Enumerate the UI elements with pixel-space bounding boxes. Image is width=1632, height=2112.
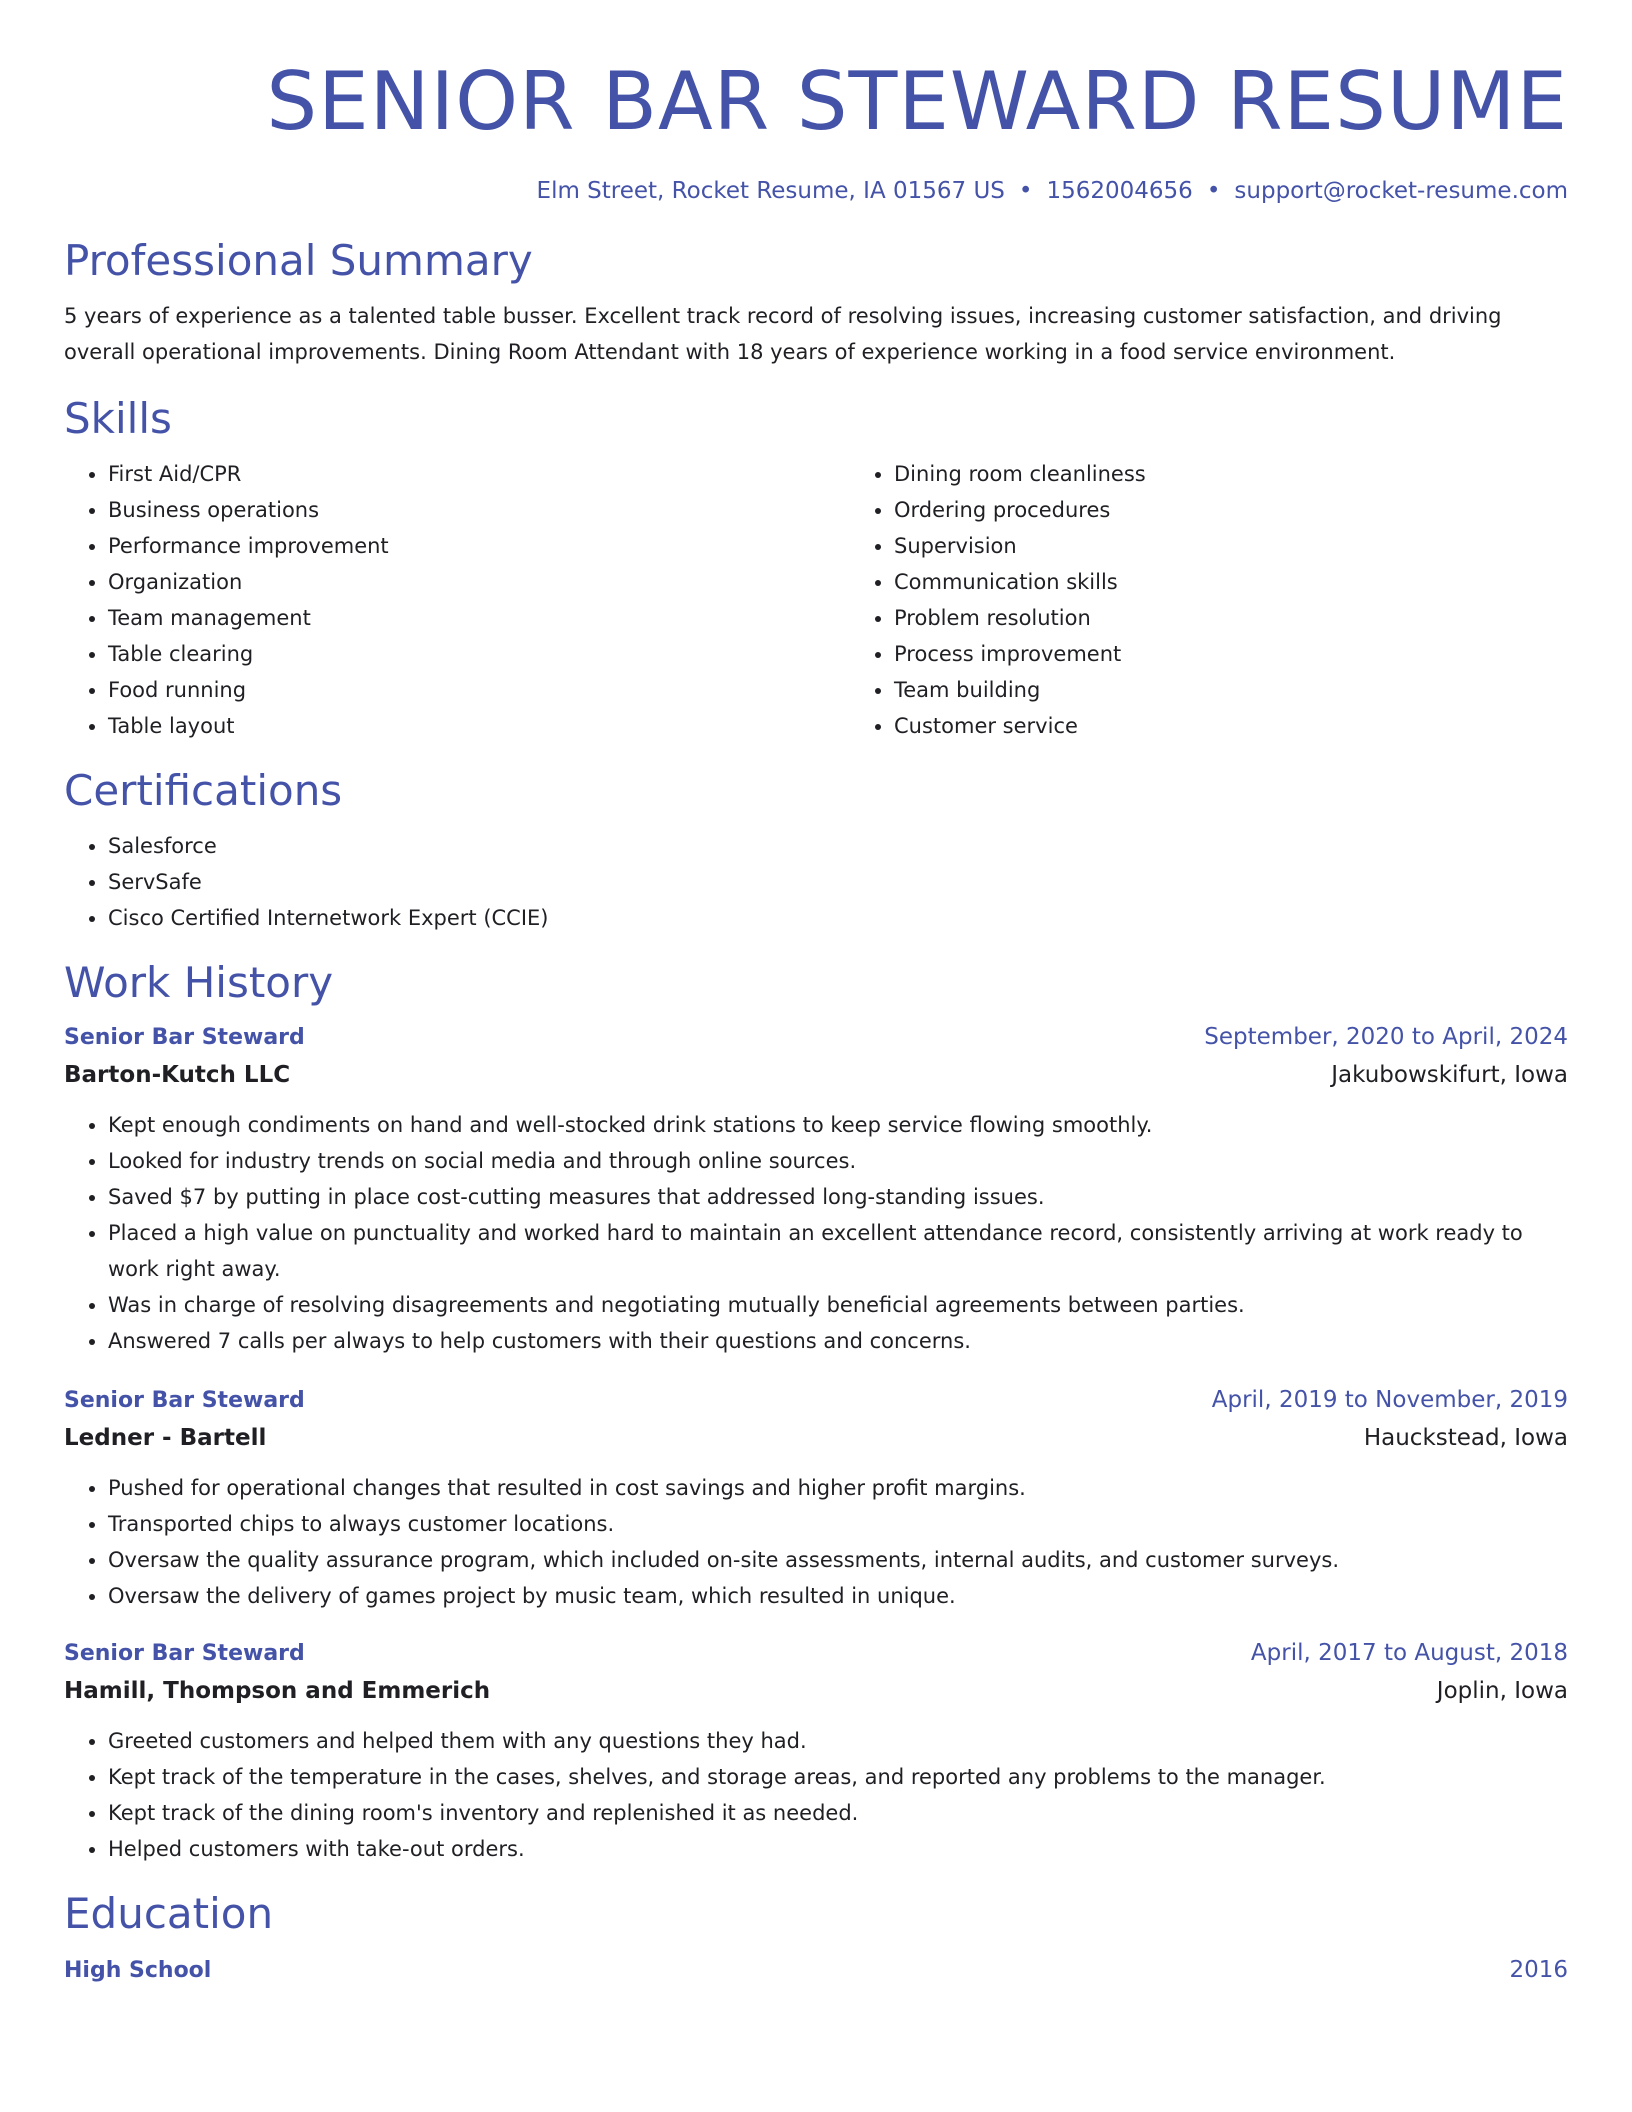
job-bullet: • Kept track of the dining room's inventory and replenished it as needed. bbox=[108, 1795, 1568, 1831]
contact-line bbox=[64, 176, 1568, 206]
skill-item: • Food running bbox=[108, 672, 850, 708]
job-bullet: • Looked for industry trends on social media and through online sources. bbox=[108, 1143, 1568, 1179]
job-bullet: • Transported chips to always customer locations. bbox=[108, 1506, 1568, 1542]
job-bullets bbox=[64, 1107, 1568, 1359]
skill-item: • Team building bbox=[894, 672, 1632, 708]
summary-heading: Professional Summary bbox=[64, 236, 533, 285]
job-bullet: • Oversaw the delivery of games project by music team, which resulted in unique. bbox=[108, 1578, 1568, 1614]
skill-item: • Process improvement bbox=[894, 636, 1632, 672]
job-bullet: • Helped customers with take-out orders. bbox=[108, 1831, 1568, 1867]
job-title: Senior Bar Steward bbox=[64, 1025, 305, 1050]
job-bullet: • Was in charge of resolving disagreements and negotiating mutually beneficial agreements between parties. bbox=[108, 1287, 1568, 1323]
job-entry bbox=[64, 1020, 1568, 1359]
education-heading: Education bbox=[64, 1889, 274, 1938]
skill-item: • Table clearing bbox=[108, 636, 850, 672]
contact-separator: • bbox=[1018, 178, 1033, 204]
job-bullet: • Oversaw the quality assurance program, which included on-site assessments, internal audits, and customer surveys. bbox=[108, 1542, 1568, 1578]
job-header bbox=[64, 1383, 1568, 1418]
job-location: Joplin, Iowa bbox=[1436, 1678, 1568, 1704]
resume-page bbox=[64, 0, 1568, 1988]
job-bullet: • Kept track of the temperature in the cases, shelves, and storage areas, and reported any problems to the manager. bbox=[108, 1759, 1568, 1795]
job-title: Senior Bar Steward bbox=[64, 1388, 305, 1413]
contact-email: support@rocket-resume.com bbox=[1234, 178, 1568, 204]
certification-item: • Cisco Certified Internetwork Expert (CCIE) bbox=[108, 900, 1568, 936]
skill-item: • Customer service bbox=[894, 708, 1632, 744]
certification-item: • Salesforce bbox=[108, 828, 1568, 864]
job-location: Jakubowskifurt, Iowa bbox=[1331, 1062, 1568, 1088]
skill-item: • Problem resolution bbox=[894, 600, 1632, 636]
job-company: Barton-Kutch LLC bbox=[64, 1062, 291, 1088]
skill-item: • Table layout bbox=[108, 708, 850, 744]
job-dates: September, 2020 to April, 2024 bbox=[1204, 1024, 1568, 1050]
skills-column-left bbox=[64, 456, 850, 744]
education-year: 2016 bbox=[1509, 1957, 1568, 1983]
skill-item: • Organization bbox=[108, 564, 850, 600]
skill-item: • Ordering procedures bbox=[894, 492, 1632, 528]
education-degree: High School bbox=[64, 1958, 212, 1983]
work-history-heading: Work History bbox=[64, 958, 334, 1007]
resume-title: SENIOR BAR STEWARD RESUME bbox=[266, 55, 1568, 148]
job-bullet: • Answered 7 calls per always to help customers with their questions and concerns. bbox=[108, 1323, 1568, 1359]
skill-item: • Communication skills bbox=[894, 564, 1632, 600]
job-bullets bbox=[64, 1470, 1568, 1614]
job-header bbox=[64, 1020, 1568, 1055]
skill-item: • First Aid/CPR bbox=[108, 456, 850, 492]
skill-item: • Business operations bbox=[108, 492, 850, 528]
job-header bbox=[64, 1636, 1568, 1671]
job-bullets bbox=[64, 1723, 1568, 1867]
job-location: Hauckstead, Iowa bbox=[1363, 1425, 1568, 1451]
job-bullet: • Placed a high value on punctuality and worked hard to maintain an excellent attendance record, consistently arriving at work ready to work right away. bbox=[108, 1215, 1568, 1287]
skill-item: • Supervision bbox=[894, 528, 1632, 564]
job-bullet: • Kept enough condiments on hand and well-stocked drink stations to keep service flowing smoothly. bbox=[108, 1107, 1568, 1143]
job-subheader bbox=[64, 1055, 1568, 1095]
skills-column-right bbox=[850, 456, 1632, 744]
summary-text: 5 years of experience as a talented table busser. Excellent track record of resolving issues, increasing customer satisfaction, and driving overall operational improvements. Dining Room Attendant with 18 years of experience working in a food service environment. bbox=[64, 304, 1502, 364]
skills-heading: Skills bbox=[64, 394, 172, 443]
certification-item: • ServSafe bbox=[108, 864, 1568, 900]
job-bullet: • Pushed for operational changes that resulted in cost savings and higher profit margins. bbox=[108, 1470, 1568, 1506]
job-bullet: • Greeted customers and helped them with any questions they had. bbox=[108, 1723, 1568, 1759]
certifications-list bbox=[64, 828, 1568, 936]
skills-list bbox=[64, 456, 1568, 744]
job-subheader bbox=[64, 1418, 1568, 1458]
skill-item: • Performance improvement bbox=[108, 528, 850, 564]
education-entry bbox=[64, 1953, 1568, 1988]
job-subheader bbox=[64, 1671, 1568, 1711]
job-company: Ledner - Bartell bbox=[64, 1425, 267, 1451]
contact-address: Elm Street, Rocket Resume, IA 01567 US bbox=[536, 178, 1005, 204]
job-title: Senior Bar Steward bbox=[64, 1641, 305, 1666]
job-dates: April, 2019 to November, 2019 bbox=[1211, 1387, 1568, 1413]
skill-item: • Team management bbox=[108, 600, 850, 636]
job-bullet: • Saved $7 by putting in place cost-cutting measures that addressed long-standing issues. bbox=[108, 1179, 1568, 1215]
job-company: Hamill, Thompson and Emmerich bbox=[64, 1678, 491, 1704]
job-entry bbox=[64, 1383, 1568, 1614]
job-entry bbox=[64, 1636, 1568, 1867]
skill-item: • Dining room cleanliness bbox=[894, 456, 1632, 492]
contact-separator: • bbox=[1206, 178, 1221, 204]
certifications-heading: Certifications bbox=[64, 766, 343, 815]
job-dates: April, 2017 to August, 2018 bbox=[1250, 1640, 1568, 1666]
contact-phone: 1562004656 bbox=[1046, 178, 1193, 204]
